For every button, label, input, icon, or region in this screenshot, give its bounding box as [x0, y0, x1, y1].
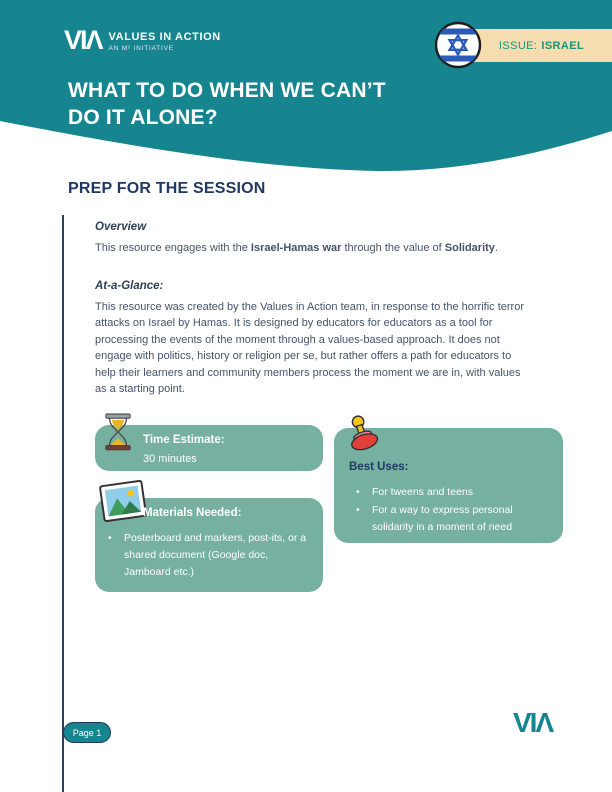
issue-value: ISRAEL [541, 39, 585, 52]
brand-logo [64, 27, 221, 53]
israel-flag-icon [434, 21, 482, 69]
issue-label: ISSUE: [498, 39, 538, 52]
list-item: • For tweens and teens [352, 484, 548, 501]
time-estimate-card [95, 425, 323, 471]
time-estimate-value: 30 minutes [143, 453, 197, 465]
page-title-line1: WHAT TO DO WHEN WE CAN’T [68, 79, 386, 102]
materials-needed-card [95, 498, 323, 592]
materials-needed-heading: Materials Needed: [143, 507, 242, 519]
picture-icon [99, 479, 148, 523]
page-number-badge: Page 1 [63, 722, 111, 743]
list-item: • For a way to express personal solidarity in a moment of need [352, 502, 548, 536]
content-column [95, 221, 527, 398]
page-title-line2: DO IT ALONE? [68, 106, 218, 129]
materials-needed-list [104, 530, 312, 582]
hourglass-icon [103, 412, 133, 452]
overview-heading: Overview [95, 221, 147, 233]
overview-body: This resource engages with the Israel-Hamas war through the value of Solidarity. [95, 242, 498, 254]
time-estimate-heading: Time Estimate: [143, 434, 225, 446]
brand-name: VALUES IN ACTION [108, 31, 221, 43]
via-footer-logo-icon: VIΛ [513, 707, 553, 738]
section-heading: PREP FOR THE SESSION [68, 180, 266, 197]
list-item: • Posterboard and markers, post-its, or a shared document (Google doc, Jamboard etc.) [104, 530, 312, 581]
at-a-glance-block [95, 280, 527, 398]
page-title [68, 77, 386, 131]
stamp-icon [342, 414, 380, 456]
best-uses-heading: Best Uses: [349, 461, 409, 473]
best-uses-card [334, 428, 563, 543]
left-rule-divider [62, 215, 64, 792]
at-a-glance-body: This resource was created by the Values in Action team, in response to the horrific terror attacks on Israel by Hamas. It is designed by educators for educators as a tool for processing the events of the moment through a values-based approach. It does not engage with politics, history or religion per se, but rather offers a path for educators to help their learners and community members process the moment we are in, with values as a starting point. [95, 300, 524, 395]
best-uses-list [352, 484, 548, 537]
overview-block [95, 221, 527, 257]
at-a-glance-heading: At-a-Glance: [95, 279, 164, 292]
brand-tagline: AN M² INITIATIVE [108, 45, 174, 52]
via-logo-icon: VIΛ [64, 25, 102, 55]
